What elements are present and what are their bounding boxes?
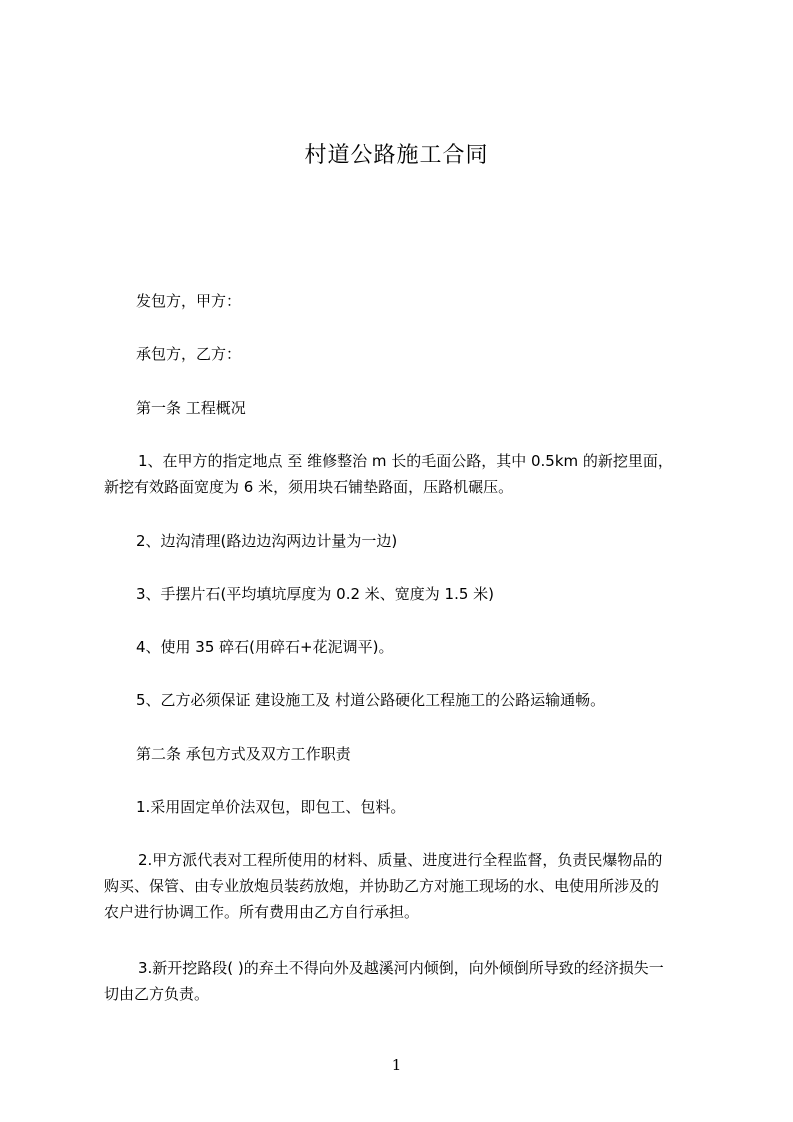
paragraph-contractor — [104, 341, 704, 367]
paragraph-line: 农户进行协调工作。所有费用由乙方自行承担。 — [104, 903, 420, 921]
document-title: 村道公路施工合同 — [304, 143, 489, 168]
paragraph-line: 5、乙方必须保证 建设施工及 村道公路硬化工程施工的公路运输通畅。 — [136, 691, 606, 709]
paragraph-line: 2.甲方派代表对工程所使用的材料、质量、进度进行全程监督，负责民爆物品的 — [138, 851, 663, 869]
paragraph-article-2-item-3 — [104, 955, 704, 1007]
paragraph-item-2 — [104, 528, 704, 554]
paragraph-item-3 — [104, 581, 704, 607]
paragraph-line: 4、使用 35 碎石(用碎石+花泥调平)。 — [136, 638, 394, 656]
paragraph-item-5 — [104, 687, 704, 713]
paragraph-line: 1、在甲方的指定地点 至 维修整治 m 长的毛面公路，其中 0.5km 的新挖里面， — [138, 452, 673, 470]
paragraph-line: 1.采用固定单价法双包，即包工、包料。 — [136, 798, 406, 816]
paragraph-line: 承包方，乙方： — [136, 345, 242, 363]
section-heading-article-1 — [104, 395, 704, 421]
page-number: 1 — [391, 1056, 402, 1074]
paragraph-line: 发包方，甲方： — [136, 292, 242, 310]
paragraph-item-4 — [104, 634, 704, 660]
paragraph-line: 2、边沟清理(路边边沟两边计量为一边) — [136, 532, 398, 550]
section-heading-article-2 — [104, 741, 704, 767]
paragraph-line: 第二条 承包方式及双方工作职责 — [136, 745, 351, 763]
paragraph-line: 新挖有效路面宽度为 6 米，须用块石铺垫路面，压路机碾压。 — [104, 478, 514, 496]
paragraph-line: 购买、保管、由专业放炮员装药放炮，并协助乙方对施工现场的水、电使用所涉及的 — [104, 877, 660, 895]
paragraph-article-2-item-2 — [104, 847, 704, 925]
paragraph-article-2-item-1 — [104, 794, 704, 820]
paragraph-employer — [104, 288, 704, 314]
paragraph-item-1 — [104, 448, 704, 500]
paragraph-line: 3、手摆片石(平均填坑厚度为 0.2 米、宽度为 1.5 米) — [136, 585, 495, 603]
paragraph-line: 3.新开挖路段( )的弃土不得向外及越溪河内倾倒，向外倾倒所导致的经济损失一 — [138, 959, 664, 977]
paragraph-line: 第一条 工程概况 — [136, 399, 246, 417]
paragraph-line: 切由乙方负责。 — [104, 985, 210, 1003]
